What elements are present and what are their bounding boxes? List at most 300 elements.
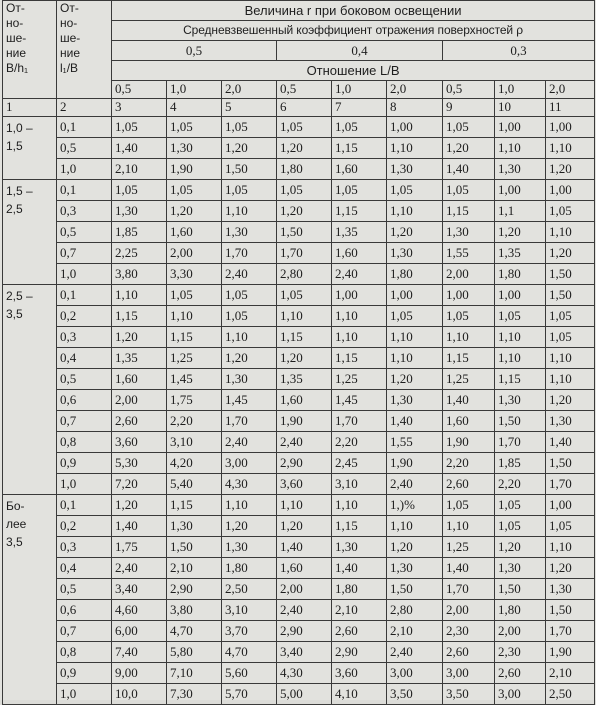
value-cell: 1,25: [167, 348, 222, 369]
table-row: [3, 243, 595, 264]
value-cell: 1,30: [495, 390, 546, 411]
value-cell: 2,00: [443, 264, 495, 285]
value-cell: 1,05: [222, 180, 277, 201]
value-cell: 2,10: [546, 663, 595, 684]
value-cell: 1,05: [277, 117, 332, 138]
value-cell: 1,10: [443, 516, 495, 537]
value-cell: 1,20: [277, 138, 332, 159]
column-number-cell: 7: [332, 99, 387, 117]
column-number-cell: 11: [546, 99, 595, 117]
value-cell: 1,50: [546, 453, 595, 474]
group-label-cell: [3, 285, 57, 495]
value-cell: 1,00: [546, 180, 595, 201]
value-cell: 1,15: [332, 516, 387, 537]
value-cell: 1,00: [546, 117, 595, 138]
value-cell: 2,40: [277, 432, 332, 453]
value-cell: 1,90: [443, 432, 495, 453]
value-cell: 2,60: [443, 474, 495, 495]
value-cell: 2,25: [112, 243, 167, 264]
table-row: [3, 411, 595, 432]
value-cell: 1,10: [167, 306, 222, 327]
value-cell: 4,60: [112, 600, 167, 621]
lb-ratio-header: Отношение L/B: [112, 61, 595, 81]
value-cell: 1,20: [222, 138, 277, 159]
value-cell: 1,25: [332, 369, 387, 390]
value-cell: 3,00: [387, 663, 443, 684]
value-cell: 2,50: [222, 579, 277, 600]
ratio-lb-cell: 0,1: [57, 495, 112, 516]
value-cell: 1,90: [277, 411, 332, 432]
table-row: [3, 432, 595, 453]
value-cell: 1,05: [387, 180, 443, 201]
value-cell: 1,30: [495, 558, 546, 579]
value-cell: 4,30: [222, 474, 277, 495]
value-cell: 4,10: [332, 684, 387, 705]
group-label-cell: [3, 117, 57, 180]
value-cell: 1,30: [222, 537, 277, 558]
value-cell: 1,60: [277, 558, 332, 579]
value-cell: 1,00: [332, 285, 387, 306]
value-cell: 1,05: [443, 117, 495, 138]
value-cell: 2,90: [277, 453, 332, 474]
value-cell: 1,50: [546, 264, 595, 285]
value-cell: 1,70: [277, 243, 332, 264]
value-cell: 1,10: [387, 138, 443, 159]
value-cell: 3,10: [332, 474, 387, 495]
value-cell: 4,20: [167, 453, 222, 474]
value-cell: 1,05: [495, 516, 546, 537]
group-label-text: 2,5 – 3,5: [6, 289, 33, 321]
value-cell: 1,10: [495, 138, 546, 159]
value-cell: 1,20: [443, 138, 495, 159]
value-cell: 1,15: [495, 369, 546, 390]
ratio-lb-cell: 0,1: [57, 285, 112, 306]
value-cell: 1,60: [332, 159, 387, 180]
value-cell: 3,80: [112, 264, 167, 285]
value-cell: 1,30: [222, 222, 277, 243]
ratio-lb-cell: 0,4: [57, 558, 112, 579]
value-cell: 1,30: [167, 516, 222, 537]
value-cell: 1,40: [443, 558, 495, 579]
value-cell: 1,20: [546, 558, 595, 579]
ratio-lb-cell: 0,3: [57, 537, 112, 558]
table-row: [3, 369, 595, 390]
table-row: [3, 600, 595, 621]
value-cell: 2,60: [332, 621, 387, 642]
value-cell: 1,20: [387, 369, 443, 390]
ratio-lb-cell: 0,3: [57, 201, 112, 222]
value-cell: 1,05: [495, 306, 546, 327]
value-cell: 1,05: [546, 201, 595, 222]
value-cell: 1,05: [443, 495, 495, 516]
value-cell: 7,30: [167, 684, 222, 705]
value-cell: 1,10: [277, 495, 332, 516]
value-cell: 1,20: [546, 390, 595, 411]
value-cell: 1,05: [222, 306, 277, 327]
column-number-cell: 2: [57, 99, 112, 117]
value-cell: 1,30: [387, 243, 443, 264]
value-cell: 2,20: [332, 432, 387, 453]
value-cell: 1,05: [277, 285, 332, 306]
column-number-cell: 1: [3, 99, 57, 117]
ratio-lb-cell: 1,0: [57, 159, 112, 180]
value-cell: 1,40: [443, 390, 495, 411]
value-cell: 1,80: [387, 264, 443, 285]
value-cell: 1,25: [443, 537, 495, 558]
value-cell: 1,00: [495, 117, 546, 138]
value-cell: 1,20: [546, 243, 595, 264]
value-cell: 1,20: [277, 201, 332, 222]
value-cell: 1,00: [443, 285, 495, 306]
value-cell: 1,50: [495, 411, 546, 432]
value-cell: 1,05: [443, 306, 495, 327]
value-cell: 5,40: [167, 474, 222, 495]
table-row: [3, 201, 595, 222]
value-cell: 1,85: [112, 222, 167, 243]
value-cell: 5,70: [222, 684, 277, 705]
ratio-lb-cell: 0,6: [57, 390, 112, 411]
column-number-cell: 9: [443, 99, 495, 117]
value-cell: 1,00: [546, 495, 595, 516]
value-cell: 1,00: [495, 180, 546, 201]
ratio-lb-cell: 0,7: [57, 411, 112, 432]
value-cell: 3,50: [387, 684, 443, 705]
value-cell: 1,40: [387, 411, 443, 432]
value-cell: 1,15: [443, 201, 495, 222]
group-label-cell: [3, 495, 57, 705]
table-row: [3, 285, 595, 306]
value-cell: 2,00: [443, 600, 495, 621]
value-cell: 3,60: [332, 663, 387, 684]
table-row: [3, 327, 595, 348]
value-cell: 2,40: [387, 642, 443, 663]
lb-value-cell: 0,5: [112, 81, 167, 99]
value-cell: 1,15: [332, 138, 387, 159]
value-cell: 1,50: [167, 537, 222, 558]
value-cell: 1,80: [495, 600, 546, 621]
value-cell: 2,45: [332, 453, 387, 474]
ratio-lb-cell: 0,9: [57, 663, 112, 684]
value-cell: 1,70: [495, 432, 546, 453]
value-cell: 1,70: [546, 474, 595, 495]
value-cell: 1,50: [495, 579, 546, 600]
value-cell: 1,10: [546, 348, 595, 369]
value-cell: 1,10: [387, 201, 443, 222]
table-row: [3, 537, 595, 558]
group-label-text: 1,5 – 2,5: [6, 184, 33, 216]
lb-value-cell: 0,5: [277, 81, 332, 99]
ratio-lb-cell: 0,1: [57, 180, 112, 201]
lb-value-cell: 2,0: [222, 81, 277, 99]
value-cell: 1,60: [167, 222, 222, 243]
value-cell: 1,40: [112, 516, 167, 537]
value-cell: 10,0: [112, 684, 167, 705]
value-cell: 2,80: [277, 264, 332, 285]
value-cell: 1,35: [495, 243, 546, 264]
value-cell: 1,60: [112, 369, 167, 390]
value-cell: 1,1: [495, 201, 546, 222]
value-cell: 1,30: [387, 390, 443, 411]
value-cell: 2,20: [495, 474, 546, 495]
ratio-lb-cell: 0,4: [57, 348, 112, 369]
value-cell: 1,05: [546, 327, 595, 348]
rho-value-1: 0,5: [112, 41, 277, 61]
value-cell: 2,60: [495, 663, 546, 684]
value-cell: 2,30: [495, 642, 546, 663]
value-cell: 1,50: [546, 600, 595, 621]
ratio-lb-cell: 1,0: [57, 474, 112, 495]
column-number-cell: 6: [277, 99, 332, 117]
value-cell: 1,00: [495, 285, 546, 306]
value-cell: 1,70: [546, 621, 595, 642]
value-cell: 1,10: [112, 285, 167, 306]
value-cell: 3,30: [167, 264, 222, 285]
value-cell: 1,10: [387, 348, 443, 369]
table-row: [3, 306, 595, 327]
table-row: [3, 663, 595, 684]
value-cell: 1,00: [387, 117, 443, 138]
ratio-lb-header-text: От- но- ше- ние l₁/B: [60, 1, 81, 75]
lb-value-cell: 1,0: [167, 81, 222, 99]
value-cell: 2,40: [222, 264, 277, 285]
value-cell: 6,00: [112, 621, 167, 642]
value-cell: 1,)%: [387, 495, 443, 516]
coefficient-table: [2, 0, 595, 705]
table-row: [3, 138, 595, 159]
table-row: [3, 684, 595, 705]
value-cell: 1,30: [443, 222, 495, 243]
ratio-lb-cell: 0,7: [57, 621, 112, 642]
value-cell: 4,70: [167, 621, 222, 642]
value-cell: 1,90: [546, 642, 595, 663]
value-cell: 2,50: [546, 684, 595, 705]
value-cell: 3,80: [167, 600, 222, 621]
value-cell: 1,30: [112, 201, 167, 222]
value-cell: 1,80: [332, 579, 387, 600]
value-cell: 1,90: [387, 453, 443, 474]
value-cell: 1,20: [112, 327, 167, 348]
value-cell: 1,45: [332, 390, 387, 411]
value-cell: 2,40: [277, 600, 332, 621]
ratio-lb-cell: 0,5: [57, 222, 112, 243]
value-cell: 1,40: [112, 138, 167, 159]
lb-value-cell: 0,5: [443, 81, 495, 99]
value-cell: 2,10: [332, 600, 387, 621]
value-cell: 1,30: [546, 579, 595, 600]
value-cell: 1,30: [332, 537, 387, 558]
table-row: [3, 516, 595, 537]
value-cell: 1,35: [277, 369, 332, 390]
column-number-cell: 8: [387, 99, 443, 117]
value-cell: 1,20: [387, 222, 443, 243]
ratio-lb-cell: 0,3: [57, 327, 112, 348]
value-cell: 1,60: [277, 390, 332, 411]
value-cell: 2,00: [112, 390, 167, 411]
value-cell: 2,00: [167, 243, 222, 264]
value-cell: 1,10: [546, 138, 595, 159]
column-number-cell: 5: [222, 99, 277, 117]
value-cell: 1,10: [332, 306, 387, 327]
value-cell: 2,00: [277, 579, 332, 600]
value-cell: 1,35: [112, 348, 167, 369]
value-cell: 1,05: [167, 117, 222, 138]
value-cell: 1,15: [112, 306, 167, 327]
table-row: [3, 264, 595, 285]
value-cell: 1,10: [332, 495, 387, 516]
group-label-cell: [3, 180, 57, 285]
value-cell: 3,00: [443, 663, 495, 684]
value-cell: 3,70: [222, 621, 277, 642]
value-cell: 1,90: [167, 159, 222, 180]
lb-value-cell: 1,0: [332, 81, 387, 99]
lb-value-cell: 2,0: [387, 81, 443, 99]
table-row: [3, 180, 595, 201]
value-cell: 1,50: [277, 222, 332, 243]
value-cell: 1,70: [443, 579, 495, 600]
value-cell: 3,50: [443, 684, 495, 705]
value-cell: 1,10: [222, 201, 277, 222]
value-cell: 1,00: [387, 285, 443, 306]
value-cell: 1,20: [167, 201, 222, 222]
value-cell: 1,05: [112, 180, 167, 201]
value-cell: 1,70: [222, 411, 277, 432]
value-cell: 7,20: [112, 474, 167, 495]
column-number-cell: 10: [495, 99, 546, 117]
value-cell: 1,30: [387, 159, 443, 180]
value-cell: 1,05: [387, 306, 443, 327]
value-cell: 1,40: [332, 558, 387, 579]
value-cell: 5,30: [112, 453, 167, 474]
ratio-lb-cell: 0,9: [57, 453, 112, 474]
value-cell: 1,20: [495, 537, 546, 558]
table-subtitle: Средневзвешенный коэффициент отражения поверхностей ρ: [112, 21, 595, 41]
value-cell: 1,70: [222, 243, 277, 264]
group-label-text: 1,0 – 1,5: [6, 121, 33, 153]
value-cell: 1,10: [277, 306, 332, 327]
value-cell: 1,70: [332, 411, 387, 432]
value-cell: 3,10: [167, 432, 222, 453]
value-cell: 1,05: [167, 180, 222, 201]
ratio-lb-cell: 0,5: [57, 138, 112, 159]
value-cell: 3,10: [222, 600, 277, 621]
lb-value-cell: 1,0: [495, 81, 546, 99]
value-cell: 1,15: [332, 201, 387, 222]
table-row: [3, 159, 595, 180]
value-cell: 3,40: [277, 642, 332, 663]
value-cell: 1,10: [387, 327, 443, 348]
table-row: [3, 348, 595, 369]
table-row: [3, 642, 595, 663]
value-cell: 5,80: [167, 642, 222, 663]
value-cell: 1,05: [546, 306, 595, 327]
value-cell: 1,05: [332, 117, 387, 138]
value-cell: 1,30: [167, 138, 222, 159]
value-cell: 7,10: [167, 663, 222, 684]
value-cell: 1,20: [277, 348, 332, 369]
value-cell: 1,60: [443, 411, 495, 432]
ratio-lb-cell: 0,7: [57, 243, 112, 264]
value-cell: 1,05: [277, 180, 332, 201]
value-cell: 2,40: [332, 264, 387, 285]
ratio-lb-cell: 0,8: [57, 642, 112, 663]
value-cell: 1,60: [332, 243, 387, 264]
value-cell: 1,30: [546, 411, 595, 432]
ratio-lb-cell: 0,1: [57, 117, 112, 138]
value-cell: 1,10: [222, 327, 277, 348]
value-cell: 1,50: [387, 579, 443, 600]
value-cell: 2,40: [112, 558, 167, 579]
value-cell: 1,20: [112, 495, 167, 516]
value-cell: 1,10: [546, 222, 595, 243]
value-cell: 1,05: [222, 285, 277, 306]
rho-value-3: 0,3: [443, 41, 595, 61]
ratio-lb-cell: 1,0: [57, 264, 112, 285]
value-cell: 1,30: [222, 369, 277, 390]
table-row: [3, 474, 595, 495]
value-cell: 1,55: [443, 243, 495, 264]
ratio-lb-cell: 0,5: [57, 369, 112, 390]
column-number-cell: 4: [167, 99, 222, 117]
value-cell: 1,50: [222, 159, 277, 180]
value-cell: 1,80: [277, 159, 332, 180]
value-cell: 1,20: [546, 159, 595, 180]
value-cell: 1,35: [332, 222, 387, 243]
value-cell: 3,40: [112, 579, 167, 600]
value-cell: 1,20: [495, 222, 546, 243]
value-cell: 5,00: [277, 684, 332, 705]
table-row: [3, 222, 595, 243]
value-cell: 1,20: [387, 537, 443, 558]
value-cell: 2,60: [443, 642, 495, 663]
table-title: Величина r при боковом освещении: [112, 1, 595, 21]
value-cell: 1,15: [332, 348, 387, 369]
value-cell: 2,90: [332, 642, 387, 663]
value-cell: 1,50: [546, 285, 595, 306]
value-cell: 5,60: [222, 663, 277, 684]
table-row: [3, 621, 595, 642]
value-cell: 2,40: [387, 474, 443, 495]
table-row: [3, 390, 595, 411]
value-cell: 1,30: [495, 159, 546, 180]
ratio-lb-cell: 0,2: [57, 306, 112, 327]
value-cell: 1,45: [167, 369, 222, 390]
value-cell: 1,40: [443, 159, 495, 180]
table-row: [3, 558, 595, 579]
ratio-bh-header-text: От- но- ше- ние B/h₁: [6, 1, 29, 75]
value-cell: 1,15: [277, 327, 332, 348]
value-cell: 1,20: [222, 348, 277, 369]
value-cell: 2,20: [443, 453, 495, 474]
value-cell: 1,05: [112, 117, 167, 138]
value-cell: 2,90: [277, 621, 332, 642]
value-cell: 1,05: [443, 180, 495, 201]
value-cell: 9,00: [112, 663, 167, 684]
ratio-lb-cell: 1,0: [57, 684, 112, 705]
value-cell: 2,40: [222, 432, 277, 453]
table-row: [3, 453, 595, 474]
value-cell: 1,05: [546, 516, 595, 537]
value-cell: 3,60: [277, 474, 332, 495]
value-cell: 3,00: [222, 453, 277, 474]
value-cell: 1,05: [167, 285, 222, 306]
value-cell: 1,10: [495, 348, 546, 369]
value-cell: 1,40: [546, 432, 595, 453]
value-cell: 1,40: [277, 537, 332, 558]
table-row: [3, 495, 595, 516]
rho-value-2: 0,4: [277, 41, 443, 61]
value-cell: 1,05: [332, 180, 387, 201]
value-cell: 1,30: [387, 558, 443, 579]
